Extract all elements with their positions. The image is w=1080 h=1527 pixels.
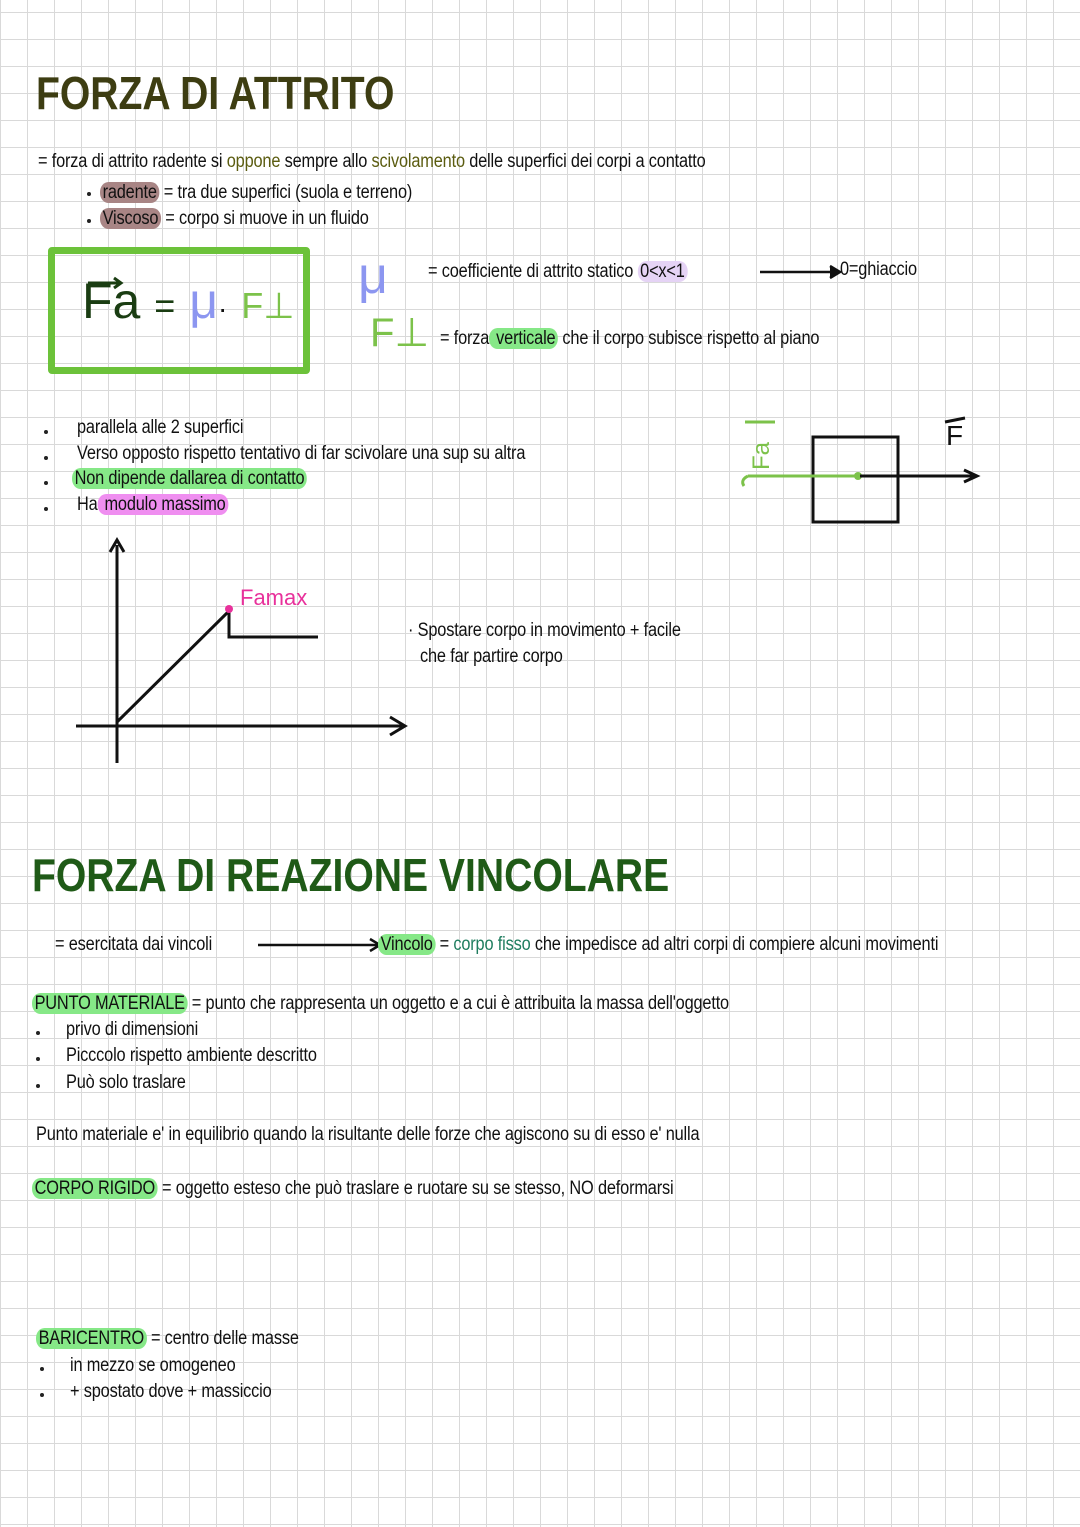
desc: = centro delle masse bbox=[146, 1328, 299, 1349]
desc: = oggetto esteso che può traslare e ruotare su se stesso, NO deformarsi bbox=[157, 1178, 674, 1199]
punto-materiale bbox=[32, 993, 729, 1015]
title-reazione-vincolare: FORZA DI REAZIONE VINCOLARE bbox=[32, 849, 670, 901]
vincolo-definition bbox=[378, 934, 938, 956]
mu-note: 0=ghiaccio bbox=[840, 259, 917, 280]
formula-mu: μ bbox=[189, 273, 219, 329]
hl-text: Non dipende dallarea di contatto bbox=[72, 468, 307, 489]
term-corpo-rigido: CORPO RIGIDO bbox=[32, 1178, 158, 1199]
term-viscoso: Viscoso bbox=[100, 208, 161, 229]
baricentro-item: + spostato dove + massiccio bbox=[70, 1381, 272, 1402]
formula-eq: = bbox=[154, 285, 176, 326]
mu-range: 0<x<1 bbox=[638, 261, 688, 282]
term-vincolo: Vincolo bbox=[378, 934, 435, 955]
desc: = corpo si muove in un fluido bbox=[160, 208, 369, 229]
def-oppone: oppone bbox=[226, 151, 281, 172]
eq: = bbox=[435, 934, 454, 955]
desc: che impedisce ad altri corpi di compiere alcuni movimenti bbox=[530, 934, 939, 955]
equilibrio-text: Punto materiale e' in equilibrio quando la risultante delle forze che agiscono su di esso e' nulla bbox=[36, 1124, 700, 1145]
formula-dot: · bbox=[218, 293, 228, 324]
bullet bbox=[40, 1393, 44, 1397]
property-item: parallela alle 2 superfici bbox=[77, 417, 244, 438]
desc: = punto che rappresenta un oggetto e a cui è attribuita la massa dell'oggetto bbox=[187, 993, 729, 1014]
property-item: Verso opposto rispetto tentativo di far scivolare una sup su altra bbox=[77, 443, 526, 464]
term-baricentro: BARICENTRO bbox=[36, 1328, 147, 1349]
term-punto-materiale: PUNTO MATERIALE bbox=[32, 993, 187, 1014]
bullet bbox=[36, 1084, 40, 1088]
punto-item: Picccolo rispetto ambiente descritto bbox=[66, 1045, 317, 1066]
punto-item: Può solo traslare bbox=[66, 1072, 186, 1093]
label-fa: Fa bbox=[748, 441, 775, 470]
mu-desc: = coefficiente di attrito statico bbox=[428, 261, 638, 282]
bullet bbox=[36, 1031, 40, 1035]
baricentro bbox=[36, 1328, 299, 1350]
def-text: sempre allo bbox=[280, 151, 372, 172]
punto-item: privo di dimensioni bbox=[66, 1019, 199, 1040]
legend-mu-symbol: μ bbox=[358, 247, 388, 305]
f-verticale: verticale bbox=[489, 328, 558, 349]
term-radente: radente bbox=[100, 182, 159, 203]
bullet bbox=[40, 1367, 44, 1371]
corpo-fisso: corpo fisso bbox=[453, 934, 531, 955]
title-forza-di-attrito: FORZA DI ATTRITO bbox=[36, 67, 395, 119]
vincoli-lhs: = esercitata dai vincoli bbox=[55, 934, 213, 955]
legend-f-symbol: F⊥ bbox=[370, 311, 430, 355]
bullet bbox=[36, 1057, 40, 1061]
def-text: = forza di attrito radente si bbox=[38, 151, 227, 172]
formula-fperp: F⊥ bbox=[241, 285, 295, 326]
f-prefix: = forza bbox=[440, 328, 490, 349]
text: Ha bbox=[77, 494, 98, 515]
hl-text: modulo massimo bbox=[98, 494, 229, 515]
baricentro-item: in mezzo se omogeneo bbox=[70, 1355, 236, 1376]
corpo-rigido bbox=[32, 1178, 673, 1200]
desc: = tra due superfici (suola e terreno) bbox=[159, 182, 413, 203]
graph-peak-label: Famax bbox=[240, 585, 308, 610]
label-f: F bbox=[946, 420, 964, 451]
def-scivolamento: scivolamento bbox=[371, 151, 465, 172]
graph-note-line: che far partire corpo bbox=[420, 646, 563, 667]
f-suffix: che il corpo subisce rispetto al piano bbox=[558, 328, 820, 349]
def-text: delle superfici dei corpi a contatto bbox=[464, 151, 706, 172]
formula-fa: Fa bbox=[82, 273, 141, 329]
graph-note-line: · Spostare corpo in movimento + facile bbox=[408, 620, 681, 641]
